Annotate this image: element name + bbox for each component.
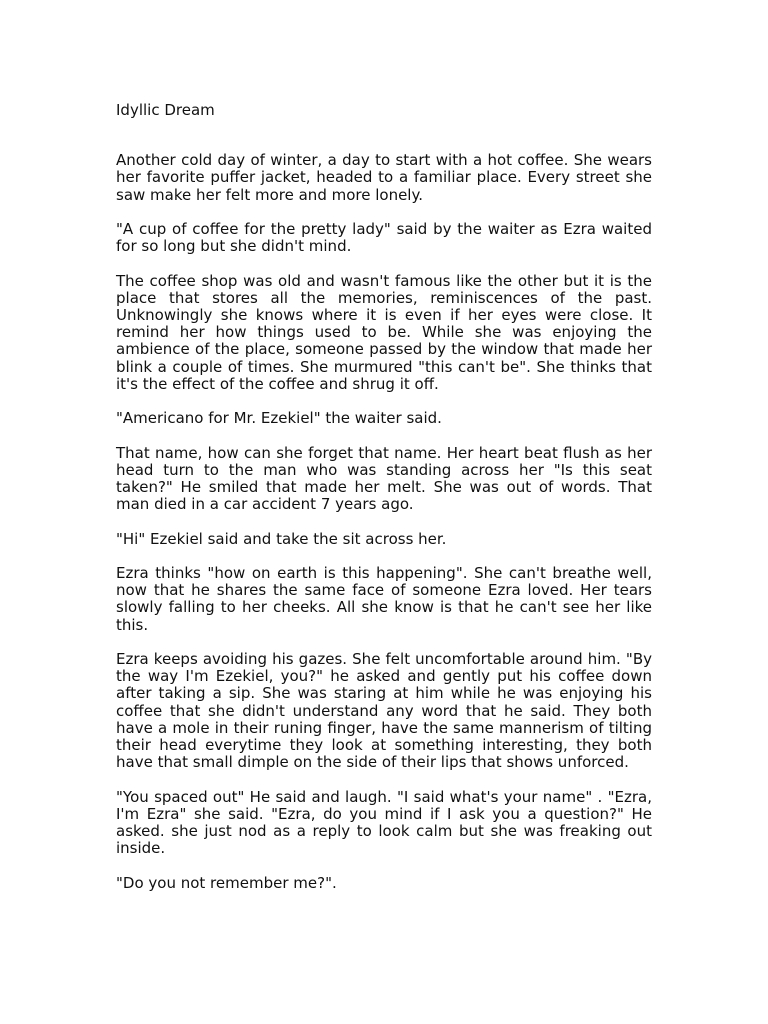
document-page — [116, 102, 652, 909]
paragraph: "A cup of coffee for the pretty lady" said by the waiter as Ezra waited for so long but she didn't mind. — [116, 220, 652, 256]
paragraph: Ezra thinks "how on earth is this happening". She can't breathe well, now that he shares the same face of someone Ezra loved. Her tears slowly falling to her cheeks. All she know is that he can't see her like this. — [116, 563, 652, 634]
paragraph: "You spaced out" He said and laugh. "I said what's your name" . "Ezra, I'm Ezra" she said. "Ezra, do you mind if I ask you a question?" He asked. she just nod as a reply to look calm but she was freaking out inside. — [116, 787, 652, 858]
paragraph: That name, how can she forget that name. Her heart beat flush as her head turn to the man who was standing across her "Is this seat taken?" He smiled that made her melt. She was out of words. That man died in a car accident 7 years ago. — [116, 443, 652, 514]
paragraph: Ezra keeps avoiding his gazes. She felt uncomfortable around him. "By the way I'm Ezekiel, you?" he asked and gently put his coffee down after taking a sip. She was staring at him while he was enjoying his coffee that she didn't understand any word that he said. They both have a mole in their runing finger, have the same mannerism of tilting their head everytime they look at something interesting, they both have that small dimple on the side of their lips that shows unforced. — [116, 649, 652, 772]
document-title: Idyllic Dream — [116, 101, 215, 119]
paragraph: "Do you not remember me?". — [116, 873, 337, 892]
paragraph: Another cold day of winter, a day to start with a hot coffee. She wears her favorite puffer jacket, headed to a familiar place. Every street she saw make her felt more and more lonely. — [116, 151, 652, 204]
paragraph: "Hi" Ezekiel said and take the sit across her. — [116, 529, 447, 548]
paragraph: The coffee shop was old and wasn't famous like the other but it is the place that stores all the memories, reminiscences of the past. Unknowingly she knows where it is even if her eyes were close. It remind her how things used to be. While she was enjoying the ambience of the place, someone passed by the window that made her blink a couple of times. She murmured "this can't be". She thinks that it's the effect of the coffee and shrug it off. — [116, 271, 652, 393]
paragraph: "Americano for Mr. Ezekiel" the waiter said. — [116, 409, 442, 428]
